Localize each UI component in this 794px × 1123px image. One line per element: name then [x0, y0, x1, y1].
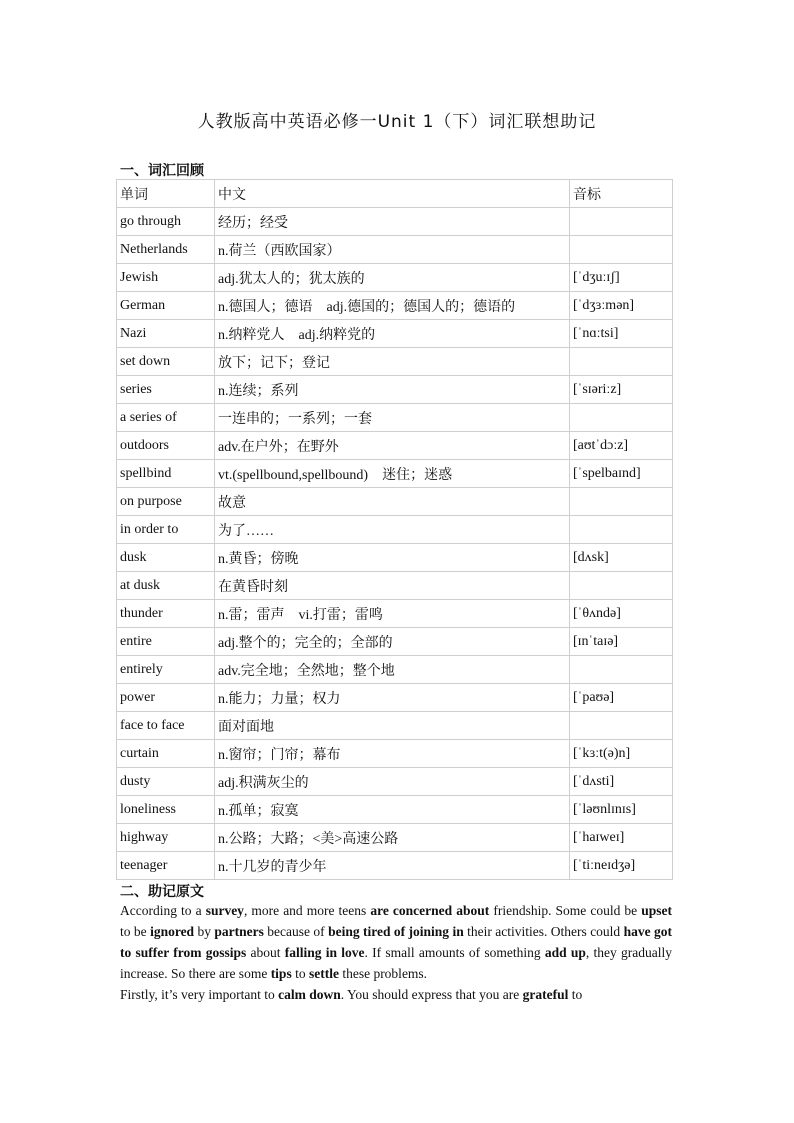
word-cell: face to face [117, 712, 215, 740]
key-phrase: calm down [278, 987, 341, 1002]
passage-text: because of [263, 924, 329, 939]
word-cell: loneliness [117, 796, 215, 824]
chinese-cell: 为了…… [215, 516, 570, 544]
phonetic-cell: [ˈləʊnlɪnɪs] [570, 796, 673, 824]
passage-text: , more and more teens [243, 903, 371, 918]
chinese-cell: n.荷兰（西欧国家） [215, 236, 570, 264]
word-cell: series [117, 376, 215, 404]
passage-text: by [194, 924, 215, 939]
key-phrase: survey [205, 903, 244, 918]
key-phrase: add up [544, 945, 586, 960]
chinese-cell: n.黄昏；傍晚 [215, 544, 570, 572]
word-cell: at dusk [117, 572, 215, 600]
table-row [117, 292, 673, 320]
passage-text: friendship. Some could be [489, 903, 642, 918]
word-cell: go through [117, 208, 215, 236]
phonetic-cell: [ˈtiːneɪdʒə] [570, 852, 673, 880]
table-row [117, 852, 673, 880]
table-row [117, 768, 673, 796]
passage-text: to [568, 987, 583, 1002]
word-cell: in order to [117, 516, 215, 544]
table-row [117, 712, 673, 740]
passage-paragraph [120, 984, 672, 1005]
chinese-cell: n.德国人；德语 adj.德国的；德国人的；德语的 [215, 292, 570, 320]
table-row [117, 488, 673, 516]
table-row [117, 740, 673, 768]
phonetic-cell: [ɪnˈtaɪə] [570, 628, 673, 656]
word-cell: Jewish [117, 264, 215, 292]
table-row [117, 544, 673, 572]
header-word: 单词 [117, 180, 215, 208]
passage-text: According to a [120, 903, 206, 918]
table-row [117, 656, 673, 684]
chinese-cell: 故意 [215, 488, 570, 516]
passage-text: . If small amounts of something [364, 945, 545, 960]
key-phrase: falling in love [284, 945, 365, 960]
phonetic-cell [570, 656, 673, 684]
key-phrase: are concerned about [370, 903, 490, 918]
table-row [117, 516, 673, 544]
phonetic-cell [570, 572, 673, 600]
key-phrase: grateful [522, 987, 569, 1002]
section-heading-mnemonic-text: 二、助记原文 [120, 884, 204, 900]
word-cell: German [117, 292, 215, 320]
passage-text: to be [120, 924, 151, 939]
word-cell: curtain [117, 740, 215, 768]
chinese-cell: n.连续；系列 [215, 376, 570, 404]
phonetic-cell [570, 516, 673, 544]
table-row [117, 572, 673, 600]
phonetic-cell: [ˈdʒuːɪʃ] [570, 264, 673, 292]
passage-text: their activities. Others could [463, 924, 624, 939]
chinese-cell: n.十几岁的青少年 [215, 852, 570, 880]
phonetic-cell: [ˈnɑːtsi] [570, 320, 673, 348]
chinese-cell: adj.积满灰尘的 [215, 768, 570, 796]
table-row [117, 684, 673, 712]
phonetic-cell [570, 488, 673, 516]
phonetic-cell: [ˈpaʊə] [570, 684, 673, 712]
chinese-cell: adv.完全地；全然地；整个地 [215, 656, 570, 684]
table-row [117, 628, 673, 656]
word-cell: set down [117, 348, 215, 376]
phonetic-cell: [ˈdʒɜːmən] [570, 292, 673, 320]
table-row [117, 264, 673, 292]
word-cell: on purpose [117, 488, 215, 516]
chinese-cell: 在黄昏时刻 [215, 572, 570, 600]
passage-text: Firstly, it’s very important to [120, 987, 279, 1002]
key-phrase: partners [214, 924, 264, 939]
phonetic-cell [570, 236, 673, 264]
section-heading-vocabulary-review: 一、词汇回顾 [120, 163, 204, 179]
table-row [117, 460, 673, 488]
word-cell: thunder [117, 600, 215, 628]
table-row [117, 236, 673, 264]
chinese-cell: adj.整个的；完全的；全部的 [215, 628, 570, 656]
phonetic-cell [570, 404, 673, 432]
chinese-cell: 放下；记下；登记 [215, 348, 570, 376]
word-cell: Netherlands [117, 236, 215, 264]
chinese-cell: n.窗帘；门帘；幕布 [215, 740, 570, 768]
word-cell: dusty [117, 768, 215, 796]
chinese-cell: n.孤单；寂寞 [215, 796, 570, 824]
phonetic-cell: [ˈdʌsti] [570, 768, 673, 796]
phonetic-cell: [ˈθʌndə] [570, 600, 673, 628]
word-cell: entire [117, 628, 215, 656]
word-cell: teenager [117, 852, 215, 880]
chinese-cell: n.能力；力量；权力 [215, 684, 570, 712]
word-cell: Nazi [117, 320, 215, 348]
passage-text: about [246, 945, 285, 960]
header-phonetic: 音标 [570, 180, 673, 208]
table-row [117, 320, 673, 348]
word-cell: a series of [117, 404, 215, 432]
key-phrase: have got to suffer from gossips [120, 924, 672, 960]
table-row [117, 432, 673, 460]
table-header-row [117, 180, 673, 208]
chinese-cell: 面对面地 [215, 712, 570, 740]
passage-text: to [291, 966, 309, 981]
key-phrase: being tired of joining in [328, 924, 464, 939]
table-row [117, 376, 673, 404]
document-title: 人教版高中英语必修一Unit 1（下）词汇联想助记 [197, 112, 597, 132]
chinese-cell: 一连串的；一系列；一套 [215, 404, 570, 432]
table-row [117, 824, 673, 852]
chinese-cell: adv.在户外；在野外 [215, 432, 570, 460]
phonetic-cell: [dʌsk] [570, 544, 673, 572]
key-phrase: upset [641, 903, 672, 918]
chinese-cell: n.纳粹党人 adj.纳粹党的 [215, 320, 570, 348]
passage-text: these problems. [338, 966, 428, 981]
phonetic-cell: [ˈspelbaɪnd] [570, 460, 673, 488]
word-cell: entirely [117, 656, 215, 684]
table-row [117, 600, 673, 628]
passage-paragraph [120, 900, 672, 984]
header-chinese: 中文 [215, 180, 570, 208]
key-phrase: settle [308, 966, 339, 981]
key-phrase: ignored [150, 924, 195, 939]
chinese-cell: vt.(spellbound,spellbound) 迷住；迷惑 [215, 460, 570, 488]
phonetic-cell [570, 208, 673, 236]
phonetic-cell [570, 348, 673, 376]
table-row [117, 348, 673, 376]
chinese-cell: 经历；经受 [215, 208, 570, 236]
key-phrase: tips [270, 966, 292, 981]
word-cell: outdoors [117, 432, 215, 460]
chinese-cell: adj.犹太人的；犹太族的 [215, 264, 570, 292]
word-cell: highway [117, 824, 215, 852]
table-row [117, 404, 673, 432]
passage-text: , they gradually increase. So there are some [120, 945, 672, 981]
mnemonic-passage [120, 900, 672, 1005]
phonetic-cell: [ˈhaɪweɪ] [570, 824, 673, 852]
table-row [117, 208, 673, 236]
phonetic-cell: [ˈsɪəriːz] [570, 376, 673, 404]
word-cell: dusk [117, 544, 215, 572]
chinese-cell: n.公路；大路；<美>高速公路 [215, 824, 570, 852]
vocabulary-table [116, 179, 673, 880]
phonetic-cell: [ˈkɜːt(ə)n] [570, 740, 673, 768]
phonetic-cell [570, 712, 673, 740]
table-row [117, 796, 673, 824]
passage-text: . You should express that you are [340, 987, 523, 1002]
word-cell: power [117, 684, 215, 712]
word-cell: spellbind [117, 460, 215, 488]
phonetic-cell: [aʊtˈdɔːz] [570, 432, 673, 460]
chinese-cell: n.雷；雷声 vi.打雷；雷鸣 [215, 600, 570, 628]
